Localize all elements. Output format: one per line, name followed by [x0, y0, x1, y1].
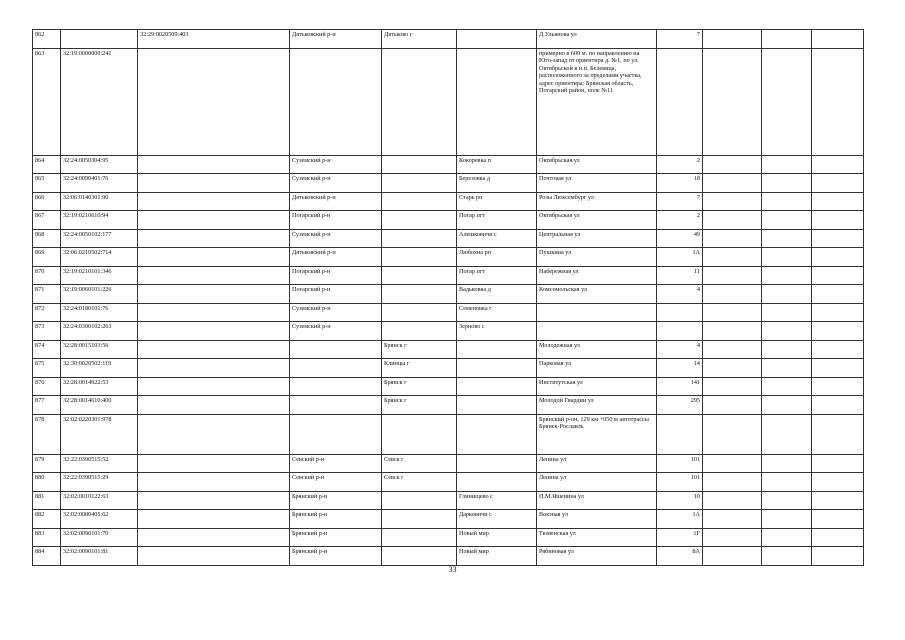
row-number-cell: 872	[33, 303, 61, 322]
row-number-cell: 880	[33, 473, 61, 492]
city-cell: Севск г	[382, 454, 457, 473]
table-row	[33, 340, 864, 359]
cadastral-number-cell: 32:02:0220301:978	[61, 414, 138, 454]
empty-cell	[812, 155, 864, 174]
address-register-page	[32, 29, 864, 566]
house-number-cell: 14	[657, 359, 703, 378]
extra-cadastral-cell	[138, 396, 290, 415]
extra-cadastral-cell	[138, 248, 290, 267]
empty-cell	[812, 285, 864, 304]
extra-cadastral-cell	[138, 491, 290, 510]
house-number-cell: 4	[657, 340, 703, 359]
street-cell: Октябрьская ул	[537, 155, 657, 174]
row-number-cell: 875	[33, 359, 61, 378]
cadastral-number-cell: 32:24:0300102:263	[61, 322, 138, 341]
street-cell: Парковая ул	[537, 359, 657, 378]
house-number-cell: 7	[657, 192, 703, 211]
empty-cell	[703, 454, 762, 473]
settlement-cell: Новый мир	[457, 528, 537, 547]
table-row	[33, 377, 864, 396]
city-cell	[382, 266, 457, 285]
city-cell	[382, 192, 457, 211]
district-cell	[290, 359, 382, 378]
district-cell: Суземский р-н	[290, 229, 382, 248]
empty-cell	[812, 192, 864, 211]
table-row	[33, 248, 864, 267]
settlement-cell: Новый мир	[457, 547, 537, 566]
empty-cell	[812, 229, 864, 248]
row-number-cell: 868	[33, 229, 61, 248]
row-number-cell: 863	[33, 48, 61, 155]
district-cell	[290, 377, 382, 396]
empty-cell	[812, 248, 864, 267]
settlement-cell	[457, 359, 537, 378]
cadastral-number-cell: 32:24:0050304:95	[61, 155, 138, 174]
cadastral-number-cell: 32:02:0090101:81	[61, 547, 138, 566]
cadastral-number-cell: 32:24:0090401:76	[61, 174, 138, 193]
district-cell: Брянский р-н	[290, 528, 382, 547]
empty-cell	[812, 322, 864, 341]
empty-cell	[762, 396, 812, 415]
district-cell	[290, 396, 382, 415]
settlement-cell	[457, 340, 537, 359]
empty-cell	[762, 473, 812, 492]
empty-cell	[703, 192, 762, 211]
table-row	[33, 322, 864, 341]
street-cell: Ленина ул	[537, 454, 657, 473]
page-number: 33	[448, 565, 457, 574]
district-cell: Дятьковский р-н	[290, 192, 382, 211]
empty-cell	[812, 414, 864, 454]
house-number-cell: 141	[657, 377, 703, 396]
extra-cadastral-cell	[138, 48, 290, 155]
extra-cadastral-cell	[138, 377, 290, 396]
street-cell	[537, 322, 657, 341]
extra-cadastral-cell	[138, 303, 290, 322]
street-cell: Тюменская ул	[537, 528, 657, 547]
street-cell: Молодой Гвардии ул	[537, 396, 657, 415]
extra-cadastral-cell: 32:29:0020509:403	[138, 30, 290, 49]
empty-cell	[762, 414, 812, 454]
house-number-cell	[657, 48, 703, 155]
extra-cadastral-cell	[138, 547, 290, 566]
empty-cell	[762, 322, 812, 341]
table-row	[33, 211, 864, 230]
cadastral-number-cell: 32:30:0020502:119	[61, 359, 138, 378]
settlement-cell: Дарковичи с	[457, 510, 537, 529]
district-cell: Суземский р-н	[290, 303, 382, 322]
city-cell	[382, 322, 457, 341]
extra-cadastral-cell	[138, 454, 290, 473]
settlement-cell: Кокоревка п	[457, 155, 537, 174]
street-cell: Пушкина ул	[537, 248, 657, 267]
city-cell	[382, 510, 457, 529]
street-cell	[537, 303, 657, 322]
house-number-cell: 101	[657, 454, 703, 473]
row-number-cell: 869	[33, 248, 61, 267]
cadastral-number-cell: 32:24:0050102:177	[61, 229, 138, 248]
district-cell: Суземский р-н	[290, 155, 382, 174]
city-cell: Дятьково г	[382, 30, 457, 49]
empty-cell	[762, 229, 812, 248]
house-number-cell: 2	[657, 155, 703, 174]
row-number-cell: 881	[33, 491, 61, 510]
district-cell: Севский р-н	[290, 454, 382, 473]
cadastral-number-cell: 32:24:0180101:76	[61, 303, 138, 322]
empty-cell	[762, 285, 812, 304]
empty-cell	[703, 248, 762, 267]
empty-cell	[812, 266, 864, 285]
settlement-cell	[457, 377, 537, 396]
empty-cell	[762, 174, 812, 193]
row-number-cell: 865	[33, 174, 61, 193]
empty-cell	[703, 30, 762, 49]
address-register-table	[32, 29, 864, 566]
street-cell: Вокзная ул	[537, 510, 657, 529]
table-row	[33, 528, 864, 547]
empty-cell	[762, 192, 812, 211]
house-number-cell: 1А	[657, 510, 703, 529]
empty-cell	[812, 510, 864, 529]
empty-cell	[762, 510, 812, 529]
district-cell: Погарский р-н	[290, 211, 382, 230]
table-row	[33, 414, 864, 454]
table-row	[33, 454, 864, 473]
cadastral-number-cell: 32:02:0010122:63	[61, 491, 138, 510]
table-row	[33, 174, 864, 193]
empty-cell	[762, 266, 812, 285]
empty-cell	[703, 174, 762, 193]
house-number-cell	[657, 322, 703, 341]
row-number-cell: 884	[33, 547, 61, 566]
empty-cell	[762, 303, 812, 322]
house-number-cell: 295	[657, 396, 703, 415]
empty-cell	[762, 155, 812, 174]
extra-cadastral-cell	[138, 266, 290, 285]
empty-cell	[703, 155, 762, 174]
district-cell: Севский р-н	[290, 473, 382, 492]
street-cell: примерно в 600 м. по направлению на Юго-запад от ориентира д. №1, по ул. Октябрьской в н.п. Белевица, расположенного за пределами участка, адрес ориентира: Брянская область, Погарский район, поле №11	[537, 48, 657, 155]
empty-cell	[703, 266, 762, 285]
extra-cadastral-cell	[138, 229, 290, 248]
cadastral-number-cell: 32:02:0080405:62	[61, 510, 138, 529]
table-row	[33, 396, 864, 415]
cadastral-number-cell: 32:22:0390515:29	[61, 473, 138, 492]
empty-cell	[703, 48, 762, 155]
city-cell	[382, 528, 457, 547]
cadastral-number-cell: 32:19:0060101:226	[61, 285, 138, 304]
cadastral-number-cell: 32:28:0015103:56	[61, 340, 138, 359]
empty-cell	[812, 547, 864, 566]
empty-cell	[812, 48, 864, 155]
empty-cell	[703, 414, 762, 454]
table-row	[33, 229, 864, 248]
house-number-cell: 8А	[657, 547, 703, 566]
street-cell: Октябрьская ул	[537, 211, 657, 230]
table-row	[33, 473, 864, 492]
empty-cell	[812, 396, 864, 415]
settlement-cell	[457, 48, 537, 155]
empty-cell	[703, 547, 762, 566]
row-number-cell: 883	[33, 528, 61, 547]
empty-cell	[762, 340, 812, 359]
table-row	[33, 303, 864, 322]
street-cell: Молодежная ул	[537, 340, 657, 359]
extra-cadastral-cell	[138, 322, 290, 341]
city-cell	[382, 248, 457, 267]
city-cell: Брянск г	[382, 396, 457, 415]
house-number-cell	[657, 303, 703, 322]
empty-cell	[762, 547, 812, 566]
settlement-cell	[457, 454, 537, 473]
cadastral-number-cell	[61, 30, 138, 49]
settlement-cell: Погар пгт	[457, 211, 537, 230]
street-cell: Центральная ул	[537, 229, 657, 248]
city-cell	[382, 174, 457, 193]
table-body	[33, 30, 864, 566]
empty-cell	[812, 359, 864, 378]
table-row	[33, 547, 864, 566]
city-cell	[382, 229, 457, 248]
extra-cadastral-cell	[138, 414, 290, 454]
empty-cell	[703, 285, 762, 304]
extra-cadastral-cell	[138, 473, 290, 492]
settlement-cell	[457, 396, 537, 415]
district-cell	[290, 48, 382, 155]
settlement-cell: Вадьковка д	[457, 285, 537, 304]
street-cell: Комсомольская ул	[537, 285, 657, 304]
empty-cell	[762, 211, 812, 230]
city-cell	[382, 303, 457, 322]
row-number-cell: 862	[33, 30, 61, 49]
empty-cell	[812, 491, 864, 510]
empty-cell	[703, 340, 762, 359]
city-cell: Брянск г	[382, 377, 457, 396]
empty-cell	[812, 377, 864, 396]
settlement-cell	[457, 30, 537, 49]
empty-cell	[703, 377, 762, 396]
house-number-cell: 11	[657, 266, 703, 285]
settlement-cell: Старь рп	[457, 192, 537, 211]
city-cell	[382, 491, 457, 510]
settlement-cell: Зерново с	[457, 322, 537, 341]
street-cell: Ленина ул	[537, 473, 657, 492]
empty-cell	[812, 473, 864, 492]
empty-cell	[762, 377, 812, 396]
empty-cell	[703, 359, 762, 378]
settlement-cell: Семеновка г	[457, 303, 537, 322]
extra-cadastral-cell	[138, 528, 290, 547]
empty-cell	[703, 211, 762, 230]
row-number-cell: 871	[33, 285, 61, 304]
house-number-cell: 4	[657, 285, 703, 304]
settlement-cell: Погар пгт	[457, 266, 537, 285]
extra-cadastral-cell	[138, 285, 290, 304]
street-cell: Д.Ульянова ул	[537, 30, 657, 49]
district-cell: Дятьковский р-н	[290, 30, 382, 49]
empty-cell	[812, 211, 864, 230]
street-cell: Рябиновая ул	[537, 547, 657, 566]
table-row	[33, 491, 864, 510]
house-number-cell: 7	[657, 30, 703, 49]
cadastral-number-cell: 32:19:0000000:241	[61, 48, 138, 155]
house-number-cell: 1А	[657, 248, 703, 267]
extra-cadastral-cell	[138, 359, 290, 378]
cadastral-number-cell: 32:06:0210502:714	[61, 248, 138, 267]
settlement-cell: Алешковичи с	[457, 229, 537, 248]
row-number-cell: 877	[33, 396, 61, 415]
empty-cell	[762, 454, 812, 473]
row-number-cell: 867	[33, 211, 61, 230]
house-number-cell: 10	[657, 491, 703, 510]
empty-cell	[762, 491, 812, 510]
district-cell: Суземский р-н	[290, 174, 382, 193]
cadastral-number-cell: 32:19:0210101:346	[61, 266, 138, 285]
settlement-cell: Любохна рп	[457, 248, 537, 267]
city-cell: Севск г	[382, 473, 457, 492]
settlement-cell: Березовка д	[457, 174, 537, 193]
table-row	[33, 285, 864, 304]
cadastral-number-cell: 32:22:0390515:52	[61, 454, 138, 473]
house-number-cell: 2	[657, 211, 703, 230]
house-number-cell: 1Г	[657, 528, 703, 547]
empty-cell	[703, 510, 762, 529]
empty-cell	[812, 30, 864, 49]
empty-cell	[703, 396, 762, 415]
row-number-cell: 876	[33, 377, 61, 396]
cadastral-number-cell: 32:06:0140301:90	[61, 192, 138, 211]
settlement-cell: Глинищево с	[457, 491, 537, 510]
table-row	[33, 155, 864, 174]
street-cell: Розы Люксембург ул	[537, 192, 657, 211]
empty-cell	[812, 340, 864, 359]
district-cell: Брянский р-н	[290, 547, 382, 566]
table-row	[33, 359, 864, 378]
empty-cell	[703, 322, 762, 341]
row-number-cell: 882	[33, 510, 61, 529]
house-number-cell: 101	[657, 473, 703, 492]
city-cell	[382, 285, 457, 304]
empty-cell	[703, 528, 762, 547]
district-cell: Погарский р-н	[290, 285, 382, 304]
city-cell: Брянск г	[382, 340, 457, 359]
empty-cell	[762, 248, 812, 267]
row-number-cell: 879	[33, 454, 61, 473]
settlement-cell	[457, 473, 537, 492]
street-cell: Институтская ул	[537, 377, 657, 396]
city-cell	[382, 155, 457, 174]
district-cell: Суземский р-н	[290, 322, 382, 341]
extra-cadastral-cell	[138, 192, 290, 211]
cadastral-number-cell: 32:19:0210610:94	[61, 211, 138, 230]
extra-cadastral-cell	[138, 340, 290, 359]
empty-cell	[703, 473, 762, 492]
empty-cell	[703, 303, 762, 322]
city-cell	[382, 48, 457, 155]
row-number-cell: 873	[33, 322, 61, 341]
district-cell: Брянский р-н	[290, 510, 382, 529]
street-cell: Почтовая ул	[537, 174, 657, 193]
table-row	[33, 266, 864, 285]
empty-cell	[762, 48, 812, 155]
table-row	[33, 510, 864, 529]
cadastral-number-cell: 32:28:0014610:400	[61, 396, 138, 415]
city-cell	[382, 414, 457, 454]
table-row	[33, 192, 864, 211]
city-cell	[382, 547, 457, 566]
house-number-cell	[657, 414, 703, 454]
extra-cadastral-cell	[138, 155, 290, 174]
empty-cell	[812, 454, 864, 473]
district-cell	[290, 340, 382, 359]
row-number-cell: 864	[33, 155, 61, 174]
cadastral-number-cell: 32:28:0014922:53	[61, 377, 138, 396]
city-cell: Клинцы г	[382, 359, 457, 378]
extra-cadastral-cell	[138, 174, 290, 193]
district-cell: Брянский р-н	[290, 491, 382, 510]
empty-cell	[703, 491, 762, 510]
row-number-cell: 866	[33, 192, 61, 211]
table-row	[33, 48, 864, 155]
empty-cell	[812, 174, 864, 193]
settlement-cell	[457, 414, 537, 454]
house-number-cell: 49	[657, 229, 703, 248]
house-number-cell: 18	[657, 174, 703, 193]
street-cell: Набережная ул	[537, 266, 657, 285]
street-cell: Брянский р-он, 129 км +050 м автотрассы Брянск-Рославль	[537, 414, 657, 454]
empty-cell	[762, 359, 812, 378]
empty-cell	[703, 229, 762, 248]
cadastral-number-cell: 32:02:0090101:70	[61, 528, 138, 547]
extra-cadastral-cell	[138, 510, 290, 529]
city-cell	[382, 211, 457, 230]
district-cell	[290, 414, 382, 454]
table-row	[33, 30, 864, 49]
row-number-cell: 874	[33, 340, 61, 359]
empty-cell	[762, 30, 812, 49]
row-number-cell: 870	[33, 266, 61, 285]
empty-cell	[812, 303, 864, 322]
empty-cell	[812, 528, 864, 547]
extra-cadastral-cell	[138, 211, 290, 230]
district-cell: Дятьковский р-н	[290, 248, 382, 267]
street-cell: П.М.Яшенина ул	[537, 491, 657, 510]
row-number-cell: 878	[33, 414, 61, 454]
district-cell: Погарский р-н	[290, 266, 382, 285]
empty-cell	[762, 528, 812, 547]
